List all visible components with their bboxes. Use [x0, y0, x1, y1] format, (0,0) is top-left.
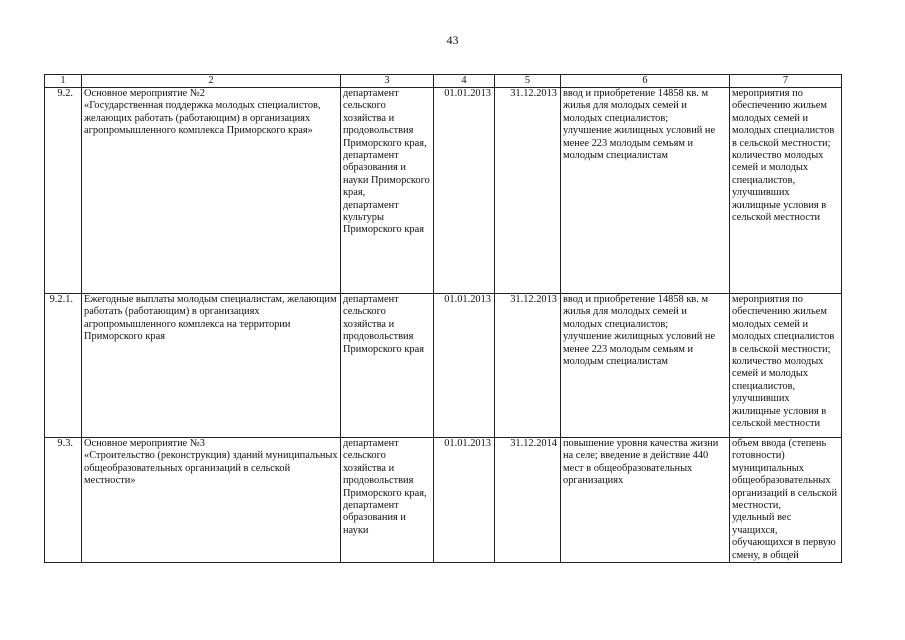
start-date: 01.01.2013	[434, 88, 495, 294]
page-number: 43	[446, 33, 459, 47]
column-header: 6	[561, 75, 730, 88]
executor: департамент сельского хозяйства и продовольствия Приморского края	[341, 294, 434, 438]
row-number: 9.2.1.	[45, 294, 82, 438]
executor: департамент сельского хозяйства и продовольствия Приморского края, департамент образования и науки	[341, 438, 434, 563]
column-header: 3	[341, 75, 434, 88]
table-row	[45, 88, 842, 294]
start-date: 01.01.2013	[434, 294, 495, 438]
executor: департамент сельского хозяйства и продовольствия Приморского края, департамент образования и науки Приморского края, департамент культуры Приморского края	[341, 88, 434, 294]
row-number: 9.3.	[45, 438, 82, 563]
indicator: объем ввода (степень готовности) муниципальных общеобразовательных организаций в сельской местности, удельный вес учащихся, обучающихся в первую смену, в общей	[730, 438, 842, 563]
start-date: 01.01.2013	[434, 438, 495, 563]
expected-result: ввод и приобретение 14858 кв. м жилья для молодых семей и молодых специалистов; улучшение жилищных условий не менее 223 молодым семьям и молодым специалистам	[561, 88, 730, 294]
table-row	[45, 294, 842, 438]
row-number: 9.2.	[45, 88, 82, 294]
column-header: 7	[730, 75, 842, 88]
table-header-row	[45, 75, 842, 88]
column-header: 5	[495, 75, 561, 88]
column-header: 4	[434, 75, 495, 88]
event-name: Ежегодные выплаты молодым специалистам, желающим работать (работающим) в организациях агропромышленного комплекса на территории Приморского края	[82, 294, 341, 438]
event-name: Основное мероприятие №3 «Строительство (реконструкция) зданий муниципальных общеобразовательных организаций в сельской местности»	[82, 438, 341, 563]
end-date: 31.12.2013	[495, 88, 561, 294]
event-name: Основное мероприятие №2 «Государственная поддержка молодых специалистов, желающих работать (работающим) в организациях агропромышленного комплекса Приморского края»	[82, 88, 341, 294]
indicator: мероприятия по обеспечению жильем молодых семей и молодых специалистов в сельской местности; количество молодых семей и молодых специалистов, улучшивших жилищные условия в сельской местности	[730, 88, 842, 294]
column-header: 2	[82, 75, 341, 88]
end-date: 31.12.2014	[495, 438, 561, 563]
end-date: 31.12.2013	[495, 294, 561, 438]
table-row	[45, 438, 842, 563]
expected-result: ввод и приобретение 14858 кв. м жилья для молодых семей и молодых специалистов; улучшение жилищных условий не менее 223 молодым семьям и молодым специалистам	[561, 294, 730, 438]
column-header: 1	[45, 75, 82, 88]
expected-result: повышение уровня качества жизни на селе; введение в действие 440 мест в общеобразовательных организациях	[561, 438, 730, 563]
program-table	[44, 74, 842, 563]
indicator: мероприятия по обеспечению жильем молодых семей и молодых специалистов в сельской местности; количество молодых семей и молодых специалистов, улучшивших жилищные условия в сельской местности	[730, 294, 842, 438]
